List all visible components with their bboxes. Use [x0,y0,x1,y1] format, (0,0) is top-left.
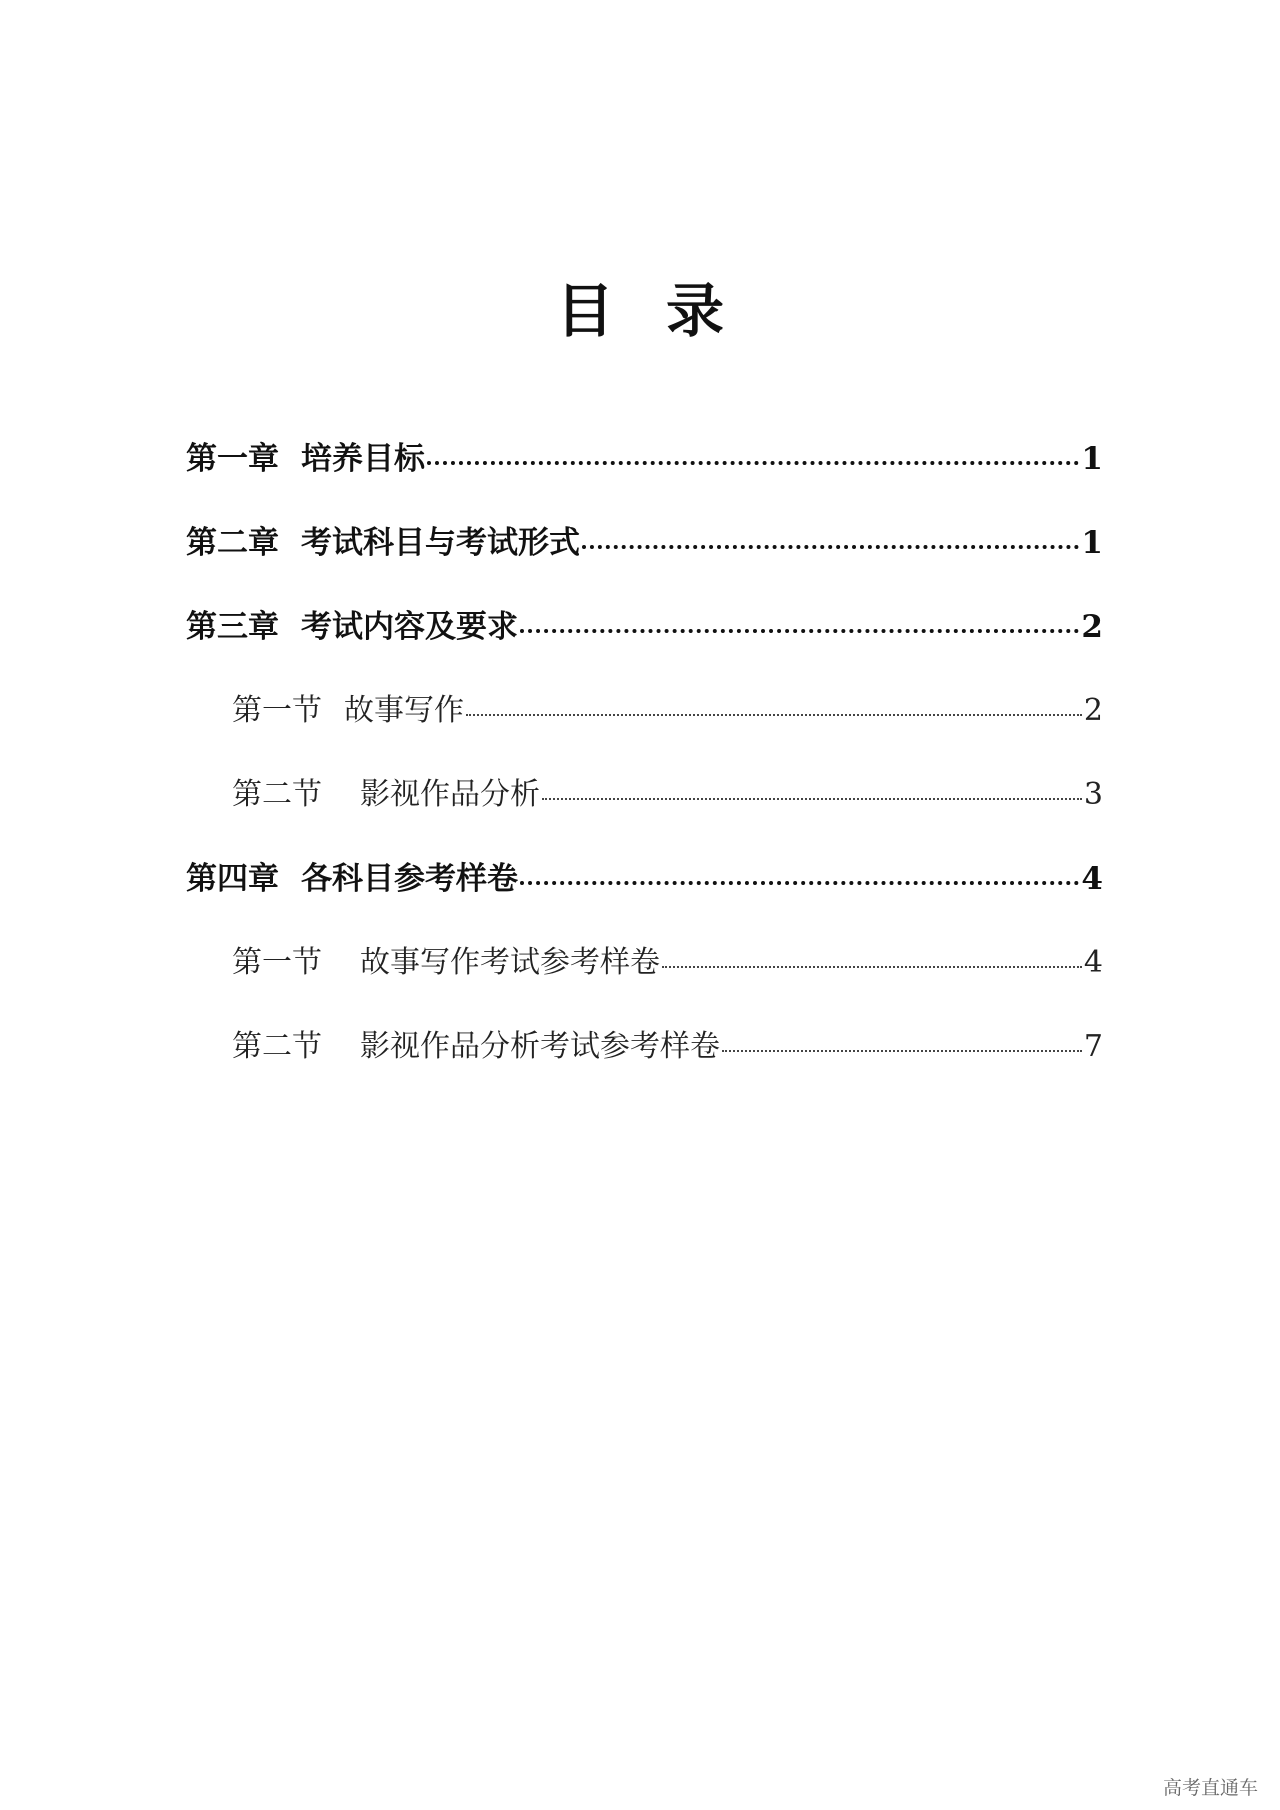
toc-entry-section-4-2[interactable] [232,1021,1103,1065]
toc-entry-page-number: 4 [1083,945,1103,980]
toc-entry-section-3-2[interactable] [232,769,1103,813]
page-title [0,277,1280,345]
toc-entry-label: 培养目标 [301,441,425,477]
toc-entry-page-number: 7 [1083,1029,1103,1064]
toc-entry-number: 第二节 [232,1029,322,1064]
toc-entry-label: 故事写作考试参考样卷 [360,945,660,980]
toc-entry-number: 第一章 [186,441,279,477]
toc-entry-page-number: 1 [1081,441,1103,477]
toc-entry-number: 第二章 [186,525,279,561]
toc-entry-label: 各科目参考样卷 [301,861,518,897]
toc-entry-number: 第一节 [232,945,322,980]
toc-entry-chapter-1[interactable] [186,433,1103,477]
toc-entry-number: 第一节 [232,693,322,728]
toc-dot-leader [542,798,1082,800]
toc-entry-page-number: 2 [1083,693,1103,728]
toc-dot-leader [466,714,1082,716]
toc-entry-page-number: 1 [1081,525,1103,561]
toc-entry-chapter-3[interactable] [186,601,1103,645]
page-title-first-char: 目 [555,277,614,345]
watermark: 高考直通车 [1162,1777,1258,1799]
toc-entry-label: 考试内容及要求 [301,609,518,645]
toc-entry-label: 影视作品分析考试参考样卷 [360,1029,720,1064]
toc-entry-number: 第三章 [186,609,279,645]
toc-dot-leader [520,881,1079,885]
toc-entry-number: 第四章 [186,861,279,897]
page-title-second-char: 录 [666,277,725,345]
toc-entry-chapter-4[interactable] [186,853,1103,897]
toc-entry-section-3-1[interactable] [232,685,1103,729]
toc-dot-leader [722,1050,1082,1052]
toc-entry-page-number: 2 [1081,609,1103,645]
toc-entry-chapter-2[interactable] [186,517,1103,561]
toc-entry-number: 第二节 [232,777,322,812]
toc-entry-label: 故事写作 [344,693,464,728]
toc-entry-section-4-1[interactable] [232,937,1103,981]
toc-dot-leader [582,545,1079,549]
toc-dot-leader [427,461,1079,465]
toc-entry-page-number: 4 [1081,861,1103,897]
toc-dot-leader [520,629,1079,633]
toc-entry-label: 影视作品分析 [360,777,540,812]
toc-dot-leader [662,966,1082,968]
toc-entry-label: 考试科目与考试形式 [301,525,580,561]
toc-entry-page-number: 3 [1083,777,1103,812]
